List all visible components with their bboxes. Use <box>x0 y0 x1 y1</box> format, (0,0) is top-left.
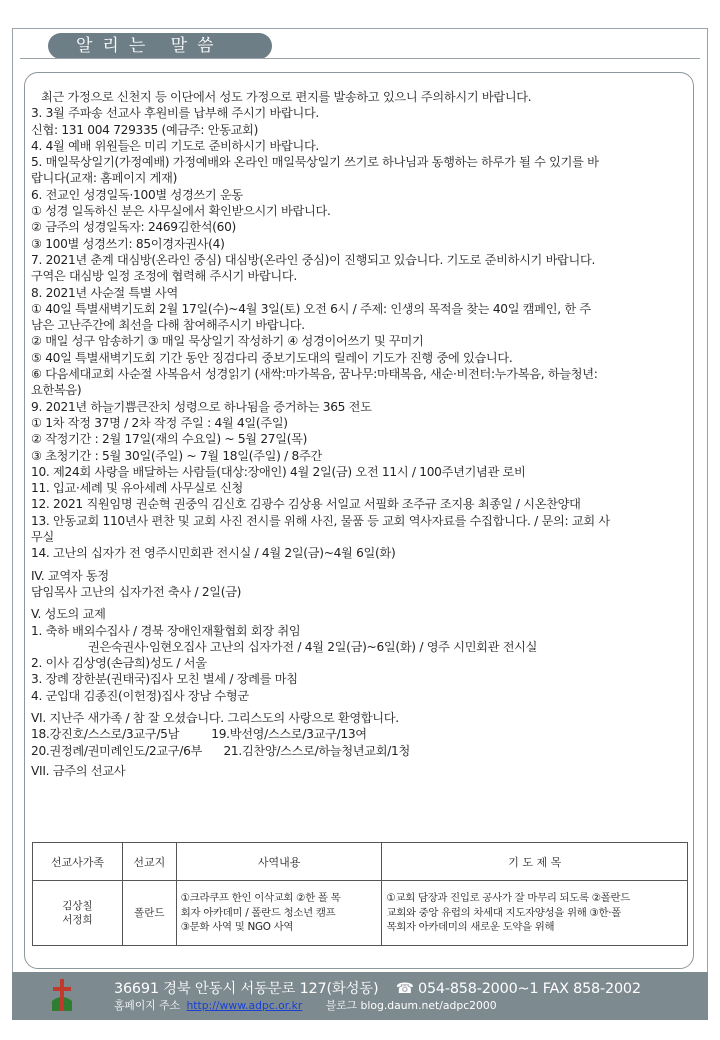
homepage-link[interactable]: http://www.adpc.or.kr <box>186 999 303 1012</box>
newcomer-line: 18.강진호/스스로/3교구/5남 19.박선영/스스로/3교구/13여 <box>31 727 367 742</box>
notice-line: ③ 초청기간 : 5월 30일(주일) ~ 7월 18일(주일) / 8주간 <box>31 448 322 463</box>
notice-line: 랍니다(교재: 홈페이지 게재) <box>31 171 178 186</box>
notice-line: ① 성경 일독하신 분은 사무실에서 확인받으시기 바랍니다. <box>31 204 331 219</box>
notice-line: ① 1차 작정 37명 / 2차 작정 주일 : 4월 4일(주일) <box>31 415 288 430</box>
notice-line: ① 40일 특별새벽기도회 2월 17일(수)~4월 3일(토) 오전 6시 / 주제: 인생의 목적을 찾는 40일 캠페인, 한 주 <box>31 301 591 316</box>
footer <box>12 972 708 1020</box>
notice-line: 최근 가정으로 신천지 등 이단에서 성도 가정으로 편지를 발송하고 있으니 주의하시기 바랍니다. <box>41 90 532 104</box>
column-header: 선교지 <box>122 843 176 881</box>
notice-line: 4. 4월 예배 위원들은 미리 기도로 준비하시기 바랍니다. <box>31 138 320 153</box>
church-address: 36691 경북 안동시 서동문로 127(화성동) ☎ 054-858-2000~1 FAX 858-2002 <box>114 981 641 997</box>
notice-line: 13. 안동교회 110년사 편찬 및 교회 사진 전시를 위해 사진, 물품 등 교회 역사자료를 수집합니다. / 문의: 교회 사 <box>31 513 610 528</box>
notice-line: 3. 3월 주파송 선교사 후원비를 납부해 주시기 바랍니다. <box>31 106 320 121</box>
section-heading: VII. 금주의 선교사 <box>31 763 126 778</box>
notice-line: ② 금주의 성경일독자: 2469김한석(60) <box>31 220 236 235</box>
pastor-news: 담임목사 고난의 십자가전 축사 / 2일(금) <box>31 584 242 599</box>
missionary-prayer: ①교회 담장과 진입로 공사가 잘 마무리 되도록 ②폴란드 교회와 중앙 유럽의 차세대 지도자양성을 위해 ③한·폴 목회자 아카데미의 새로운 도약을 위해 <box>382 881 688 946</box>
notice-line: 11. 입교·세례 및 유아세례 사무실로 신청 <box>31 481 244 496</box>
notice-line: 신협: 131 004 729335 (예금주: 안동교회) <box>31 122 259 137</box>
column-header: 사역내용 <box>176 843 382 881</box>
notice-line: ③ 100별 성경쓰기: 85이경자권사(4) <box>31 236 225 251</box>
column-header: 선교사가족 <box>33 843 123 881</box>
notice-line: 14. 고난의 십자가 전 영주시민회관 전시실 / 4월 2일(금)~4월 6일(화) <box>31 546 396 561</box>
title-divider <box>20 58 700 59</box>
member-news: 1. 축하 배외수집사 / 경북 장애인재활협회 회장 취임 <box>31 623 301 638</box>
page-title: 알리는 말씀 <box>48 33 272 59</box>
notice-line: 구역은 대심방 일정 조정에 협력해 주시기 바랍니다. <box>31 269 297 284</box>
notice-line: 6. 전교인 성경일독·100별 성경쓰기 운동 <box>31 187 243 202</box>
member-news: 2. 이사 김상영(손금희)성도 / 서울 <box>31 656 207 671</box>
homepage-label: 홈페이지 주소 <box>114 999 181 1012</box>
notice-line: ② 매일 성구 암송하기 ③ 매일 묵상일기 작성하기 ④ 성경이어쓰기 및 꾸미기 <box>31 334 424 349</box>
newcomer-line: 20.권정례/권미례인도/2교구/6부 21.김찬양/스스로/하늘청년교회/1청 <box>31 743 410 758</box>
notice-content <box>31 89 695 779</box>
blog-address: 블로그 blog.daum.net/adpc2000 <box>325 999 497 1012</box>
notice-line: ⑥ 다음세대교회 사순절 사복음서 성경읽기 (새싹:마가복음, 꿈나무:마태복음, 새순·비전터:누가복음, 하늘청년: <box>31 367 598 382</box>
column-header: 기 도 제 목 <box>382 843 688 881</box>
notice-line: ② 작정기간 : 2월 17일(재의 수요일) ~ 5월 27일(목) <box>31 432 308 447</box>
notice-line: 5. 매일묵상일기(가정예배) 가정예배와 온라인 매일묵상일기 쓰기로 하나님과 동행하는 하루가 될 수 있기를 바 <box>31 155 599 170</box>
member-news: 권은숙권사·임현오집사 고난의 십자가전 / 4월 2일(금)~6일(화) / 영주 시민회관 전시실 <box>88 639 538 654</box>
web-info <box>114 998 497 1013</box>
notice-line: 요한복음) <box>31 383 82 398</box>
member-news: 3. 장례 장한분(권태국)집사 모친 별세 / 장례를 마침 <box>31 672 298 687</box>
table-row <box>33 881 688 946</box>
notice-line: 8. 2021년 사순절 특별 사역 <box>31 285 178 300</box>
notice-line: 7. 2021년 춘계 대심방(온라인 중심) 대심방(온라인 중심)이 진행되고 있습니다. 기도로 준비하시기 바랍니다. <box>31 252 596 267</box>
section-heading: IV. 교역자 동정 <box>31 568 109 583</box>
table-header-row <box>33 843 688 881</box>
missionary-family: 김상칠 서정희 <box>33 881 123 946</box>
church-logo-icon <box>50 977 74 1013</box>
section-heading: V. 성도의 교제 <box>31 607 106 622</box>
notice-line: 무실 <box>31 530 54 545</box>
notice-line: 남은 고난주간에 최선을 다해 참여해주시기 바랍니다. <box>31 318 305 333</box>
missionary-work: ①크라쿠프 한인 이삭교회 ②한 폴 목 회자 아카데미 / 폴란드 청소년 캠프 ③문화 사역 및 NGO 사역 <box>176 881 382 946</box>
missionary-country: 폴란드 <box>122 881 176 946</box>
section-heading: VI. 지난주 새가족 / 참 잘 오셨습니다. 그리스도의 사랑으로 환영합니다. <box>31 710 399 725</box>
notice-line: 12. 2021 직원임명 권순혁 권중익 김신호 김광수 김상용 서일교 서필화 조주규 조지용 최종일 / 시온찬양대 <box>31 497 581 512</box>
member-news: 4. 군입대 김종진(이헌정)집사 장남 수형군 <box>31 688 249 703</box>
notice-line: 9. 2021년 하늘기쁨큰잔치 성령으로 하나됨을 증거하는 365 전도 <box>31 399 372 414</box>
missionary-table <box>32 842 688 946</box>
notice-line: 10. 제24회 사랑을 배달하는 사람들(대상:장애인) 4월 2일(금) 오전 11시 / 100주년기념관 로비 <box>31 464 526 479</box>
notice-line: ⑤ 40일 특별새벽기도회 기간 동안 징검다리 중보기도대의 릴레이 기도가 진행 중에 있습니다. <box>31 350 513 365</box>
